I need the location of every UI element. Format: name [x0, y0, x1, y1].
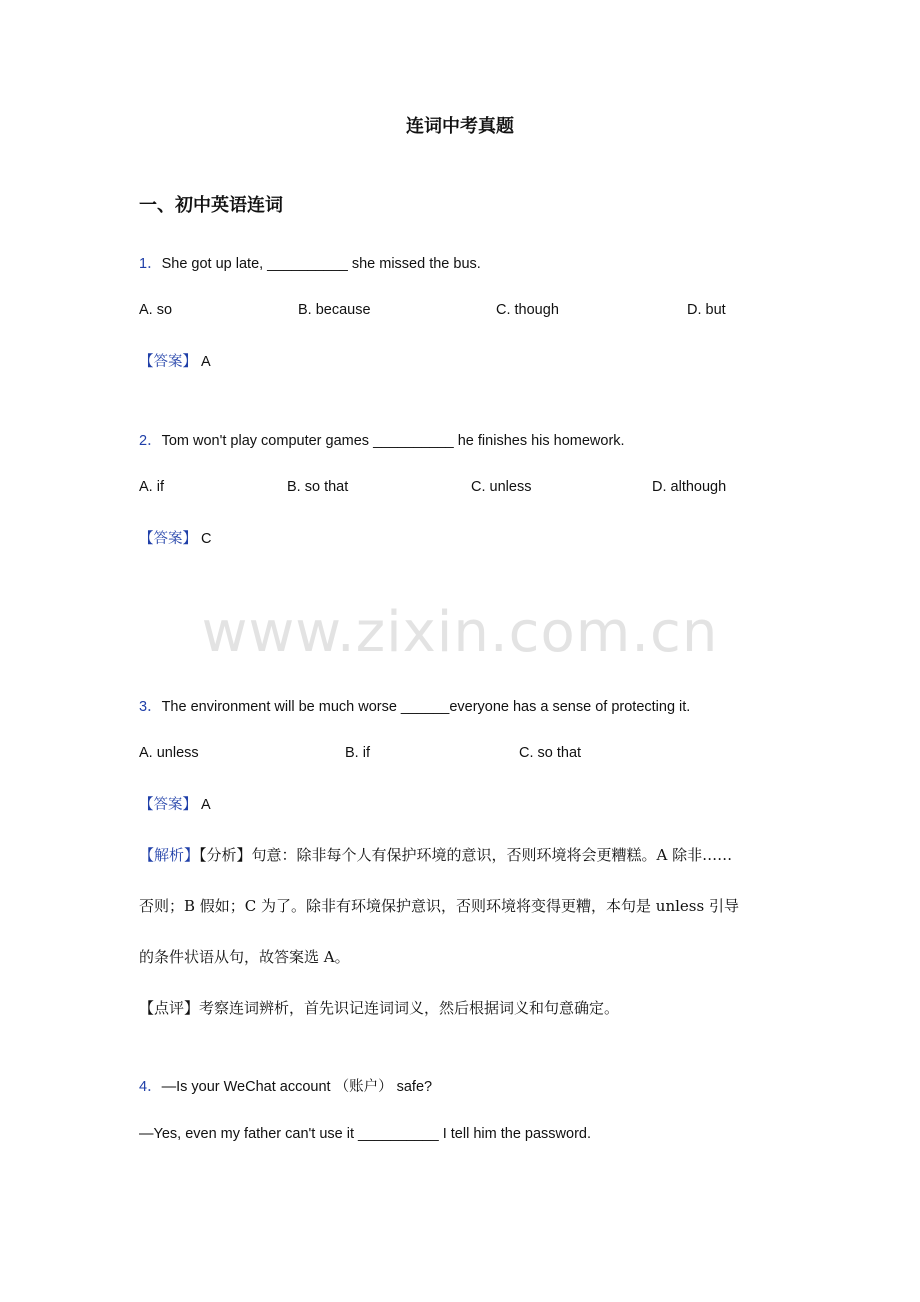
question-text: Tom won't play computer games __________ he finishes his homework.	[161, 433, 625, 449]
option-a: A. unless	[139, 745, 199, 761]
answer-value: A	[201, 354, 211, 370]
answer-3	[139, 793, 211, 814]
answer-label: 【答案】	[139, 531, 197, 547]
comment-line: 【点评】考察连词辨析，首先识记连词词义，然后根据词义和句意确定。	[139, 999, 620, 1017]
question-number: 4．	[139, 1079, 162, 1095]
question-text: The environment will be much worse ______everyone has a sense of protecting it.	[161, 699, 691, 715]
answer-value: C	[201, 531, 212, 547]
option-b: B. so that	[287, 479, 349, 495]
answer-label: 【答案】	[139, 354, 197, 370]
option-c: C. so that	[519, 745, 582, 761]
analysis-line-2: 否则；B 假如；C 为了。除非有环境保护意识，否则环境将变得更糟，本句是 unless 引导	[139, 897, 739, 915]
answer-1	[139, 350, 211, 371]
answer-value: A	[201, 797, 211, 813]
option-d: D. but	[687, 302, 726, 318]
question-text: She got up late, __________ she missed the bus.	[161, 256, 481, 272]
option-a: A. so	[139, 302, 173, 318]
question-2	[139, 429, 625, 450]
option-d: D. although	[652, 479, 727, 495]
option-c: C. though	[496, 302, 559, 318]
option-b: B. if	[345, 745, 370, 761]
question-number: 2．	[139, 433, 162, 449]
section-heading: 一、初中英语连词	[139, 195, 283, 215]
question-1	[139, 252, 481, 273]
question-4	[139, 1075, 432, 1096]
option-a: A. if	[139, 479, 164, 495]
option-b: B. because	[298, 302, 371, 318]
question-4-line-2: —Yes, even my father can't use it __________ I tell him the password.	[139, 1126, 591, 1142]
page-title: 连词中考真题	[406, 116, 514, 136]
analysis-line-3: 的条件状语从句，故答案选 A。	[139, 948, 350, 966]
answer-2	[139, 527, 212, 548]
analysis-text: 【分析】句意：除非每个人有保护环境的意识，否则环境将会更糟糕。A 除非……	[199, 846, 733, 864]
question-number: 1．	[139, 256, 162, 272]
question-text: —Is your WeChat account （账户） safe?	[161, 1079, 433, 1095]
watermark: www.zixin.com.cn	[201, 600, 719, 665]
analysis-line-1	[139, 844, 732, 865]
answer-label: 【答案】	[139, 797, 197, 813]
analysis-label: 【解析】	[139, 846, 200, 864]
question-3	[139, 695, 690, 716]
option-c: C. unless	[471, 479, 532, 495]
question-number: 3．	[139, 699, 162, 715]
